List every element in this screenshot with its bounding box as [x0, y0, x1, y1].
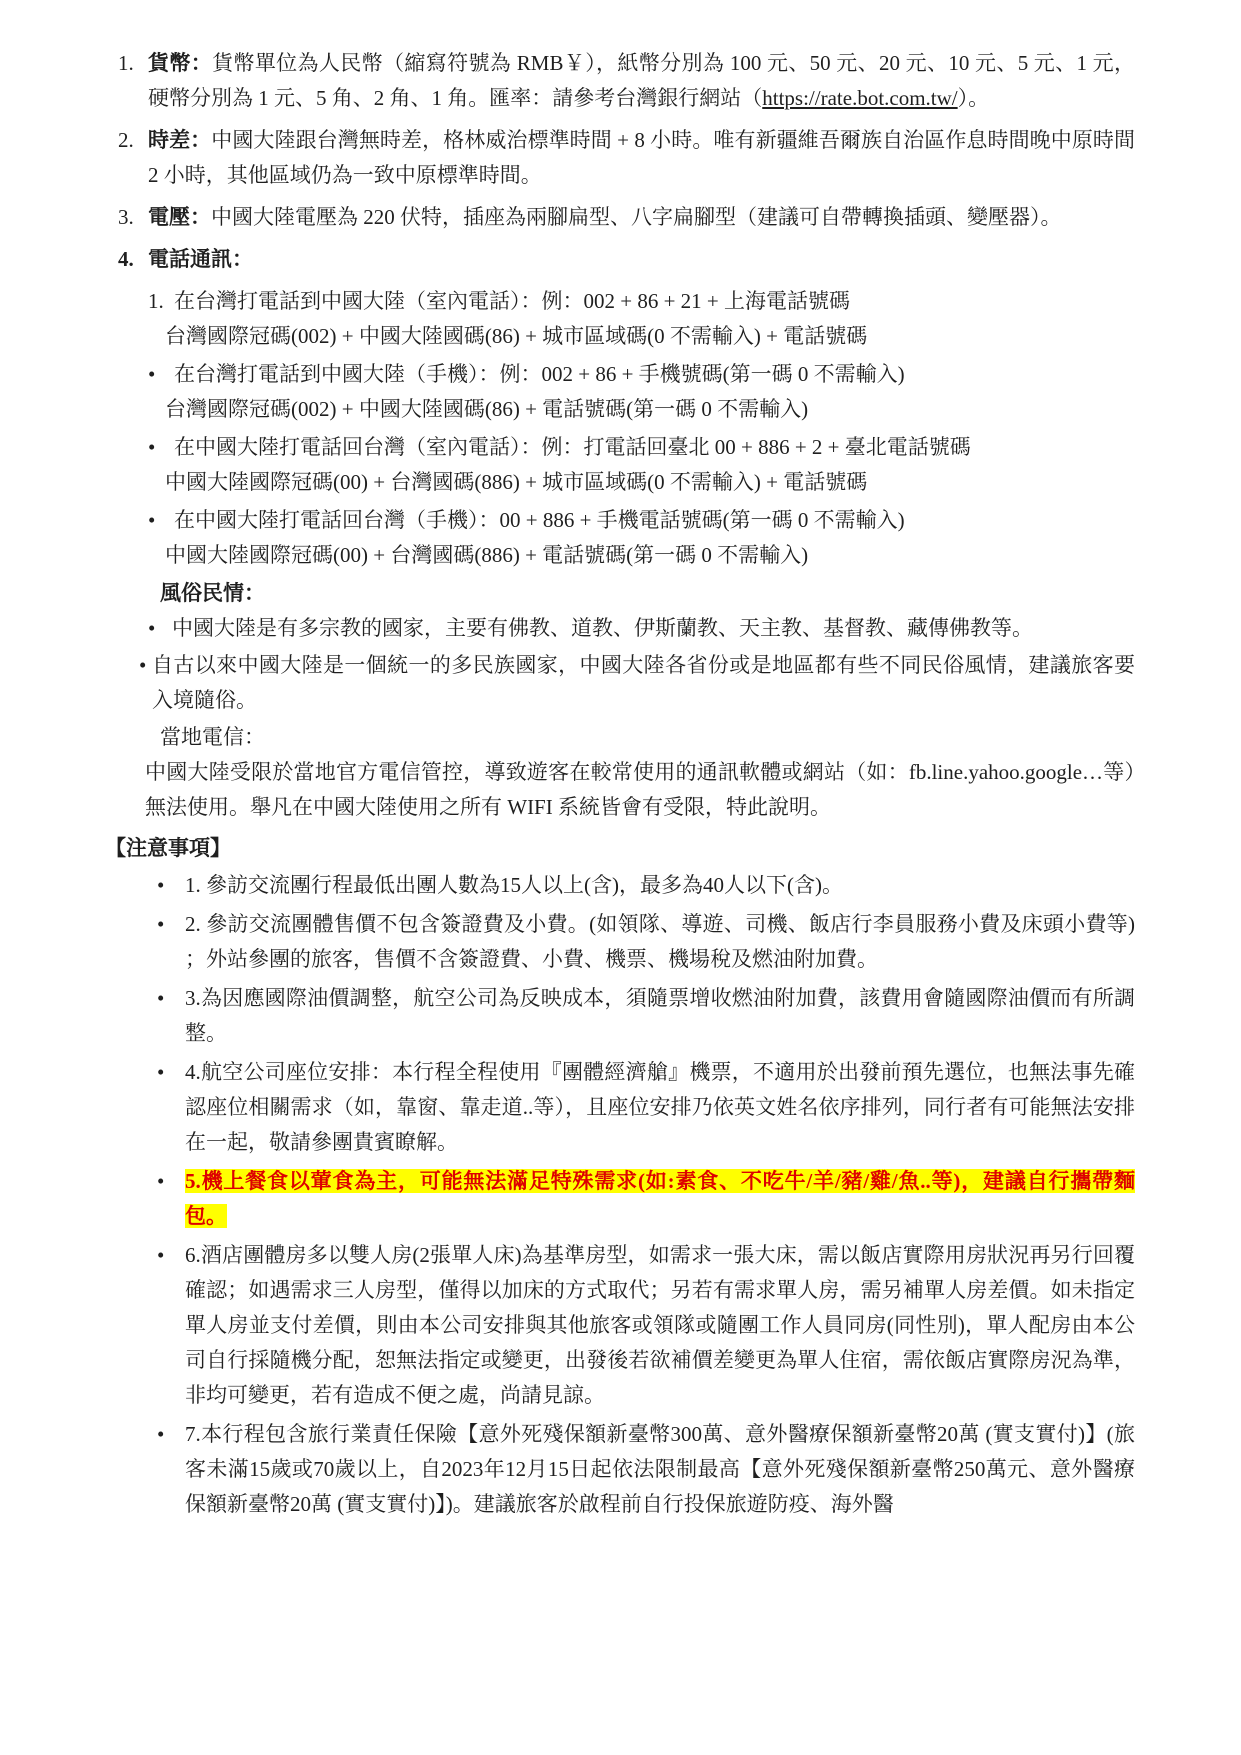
notice-item-4 — [157, 1055, 1135, 1160]
info-item-voltage-content — [148, 200, 1135, 235]
customs-item — [148, 611, 1135, 646]
bullet-marker: • — [139, 653, 147, 677]
info-item-text: 中國大陸跟台灣無時差，格林威治標準時間 + 8 小時。唯有新疆維吾爾族自治區作息時間晚中原時間 2 小時，其他區域仍為一致中原標準時間。 — [148, 128, 1135, 187]
customs-item-text: 中國大陸是有多宗教的國家，主要有佛教、道教、伊斯蘭教、天主教、基督教、藏傳佛教等。 — [172, 616, 1033, 640]
list-number: 1. — [118, 51, 134, 75]
info-item-text: 貨幣單位為人民幣（縮寫符號為 RMB￥），紙幣分別為 100 元、50 元、20 元、10 元、5 元、1 元，硬幣分別為 1 元、5 角、2 角、1 角。匯率：請參考台灣銀行網站（ — [148, 51, 1136, 110]
telecom-section-title: 當地電信： — [160, 725, 265, 749]
info-item-label: 貨幣： — [148, 51, 213, 75]
bullet-marker: • — [148, 362, 156, 386]
notes-section-title: 【注意事項】 — [105, 836, 231, 860]
customs-item-text: 自古以來中國大陸是一個統一的多民族國家，中國大陸各省份或是地區都有些不同民俗風情，建議旅客要入境隨俗。 — [152, 653, 1135, 712]
bullet-marker: • — [148, 435, 156, 459]
notice-item-7 — [157, 1417, 1135, 1522]
bullet-marker: • — [157, 912, 165, 936]
phone-item-line1: 在中國大陸打電話回台灣（手機）：00 + 886 + 手機電話號碼(第一碼 0 不需輸入) — [174, 508, 905, 532]
info-item-currency-content — [148, 46, 1135, 116]
notice-item-text: 3.為因應國際油價調整，航空公司為反映成本，須隨票增收燃油附加費，該費用會隨國際油價而有所調整。 — [185, 986, 1135, 1045]
list-number: 3. — [118, 205, 134, 229]
info-item-telephone-content — [148, 242, 1135, 277]
info-item-label: 電話通訊： — [148, 247, 253, 271]
notice-item-1 — [157, 868, 1135, 903]
info-item-timezone — [105, 123, 1135, 193]
info-item-telephone — [105, 242, 1135, 277]
bullet-marker: • — [157, 873, 165, 897]
info-item-label: 電壓： — [148, 205, 211, 229]
phone-item-line1: 在台灣打電話到中國大陸（手機）：例：002 + 86 + 手機號碼(第一碼 0 不需輸入) — [174, 362, 905, 386]
bullet-marker: • — [157, 1169, 165, 1193]
exchange-rate-link[interactable]: https://rate.bot.com.tw/ — [762, 86, 958, 110]
notice-item-5-highlighted — [157, 1164, 1135, 1234]
notice-item-6 — [157, 1238, 1135, 1413]
phone-item-line1: 在中國大陸打電話回台灣（室內電話）：例：打電話回臺北 00 + 886 + 2 + 臺北電話號碼 — [174, 435, 971, 459]
notice-item-text: 2. 參訪交流團體售價不包含簽證費及小費。(如領隊、導遊、司機、飯店行李員服務小費及床頭小費等) ；外站參團的旅客，售價不含簽證費、小費、機票、機場稅及燃油附加費。 — [185, 912, 1135, 971]
highlighted-warning-text: 5.機上餐食以葷食為主，可能無法滿足特殊需求(如:素食、不吃牛/羊/豬/雞/魚..等)，建議自行攜帶麵包。 — [185, 1169, 1135, 1228]
notice-item-3 — [157, 981, 1135, 1051]
notice-item-text: 7.本行程包含旅行業責任保險【意外死殘保額新臺幣300萬、意外醫療保額新臺幣20萬 (實支實付)】(旅客未滿15歲或70歲以上，自2023年12月15日起依法限制最高【意外死殘保額新臺幣250萬元、意外醫療保額新臺幣20萬 (實支實付)】)。建議旅客於啟程前自行投保旅遊防疫、海外醫 — [185, 1422, 1135, 1516]
phone-dialing-list — [148, 284, 1135, 573]
phone-item-line2: 中國大陸國際冠碼(00) + 台灣國碼(886) + 城市區域碼(0 不需輸入) + 電話號碼 — [165, 470, 868, 494]
bullet-marker: • — [157, 986, 165, 1010]
list-number: 4. — [118, 247, 134, 271]
bullet-marker: • — [157, 1422, 165, 1446]
bullet-marker: • — [148, 616, 156, 640]
notice-item-text: 4.航空公司座位安排：本行程全程使用『團體經濟艙』機票，不適用於出發前預先選位，也無法事先確認座位相關需求（如，靠窗、靠走道..等），且座位安排乃依英文姓名依序排列，同行者有可能無法安排在一起，敬請參團貴賓瞭解。 — [185, 1060, 1135, 1154]
list-marker: 1. — [148, 289, 164, 313]
phone-item — [148, 430, 1135, 500]
info-item-text: 中國大陸電壓為 220 伏特，插座為兩腳扁型、八字扁腳型（建議可自帶轉換插頭、變壓器）。 — [211, 205, 1062, 229]
phone-item — [148, 284, 1135, 354]
bullet-marker: • — [157, 1060, 165, 1084]
phone-item-line1: 在台灣打電話到中國大陸（室內電話）：例：002 + 86 + 21 + 上海電話號碼 — [174, 289, 851, 313]
notice-item-2 — [157, 907, 1135, 977]
notice-item-text: 1. 參訪交流團行程最低出團人數為15人以上(含)，最多為40人以下(含)。 — [185, 873, 843, 897]
customs-item — [139, 648, 1135, 718]
phone-item-line2: 台灣國際冠碼(002) + 中國大陸國碼(86) + 城市區域碼(0 不需輸入) + 電話號碼 — [165, 324, 868, 348]
telecom-paragraph: 中國大陸受限於當地官方電信管控，導致遊客在較常使用的通訊軟體或網站（如：fb.line.yahoo.google…等）無法使用。舉凡在中國大陸使用之所有 WIFI 系統皆會有受限，特此說明。 — [145, 760, 1135, 819]
info-item-timezone-content — [148, 123, 1135, 193]
notice-item-text: 6.酒店團體房多以雙人房(2張單人床)為基準房型，如需求一張大床，需以飯店實際用房狀況再另行回覆確認；如遇需求三人房型，僅得以加床的方式取代；另若有需求單人房，需另補單人房差價。如未指定單人房並支付差價，則由本公司安排與其他旅客或領隊或隨團工作人員同房(同性別)，單人配房由本公司自行採隨機分配，恕無法指定或變更，出發後若欲補價差變更為單人住宿，需依飯店實際房況為準，非均可變更，若有造成不便之處，尚請見諒。 — [185, 1243, 1135, 1407]
notice-item-text — [185, 1164, 1135, 1234]
customs-section-title: 風俗民情： — [160, 581, 265, 605]
phone-item-line2: 中國大陸國際冠碼(00) + 台灣國碼(886) + 電話號碼(第一碼 0 不需輸入) — [165, 543, 809, 567]
info-item-voltage — [105, 200, 1135, 235]
info-item-label: 時差： — [148, 128, 212, 152]
bullet-marker: • — [148, 508, 156, 532]
phone-item — [148, 503, 1135, 573]
info-item-currency — [105, 46, 1135, 116]
bullet-marker: • — [157, 1243, 165, 1267]
phone-item-line2: 台灣國際冠碼(002) + 中國大陸國碼(86) + 電話號碼(第一碼 0 不需輸入) — [165, 397, 809, 421]
list-number: 2. — [118, 128, 134, 152]
phone-item — [148, 357, 1135, 427]
info-item-text-after: ）。 — [957, 86, 990, 110]
